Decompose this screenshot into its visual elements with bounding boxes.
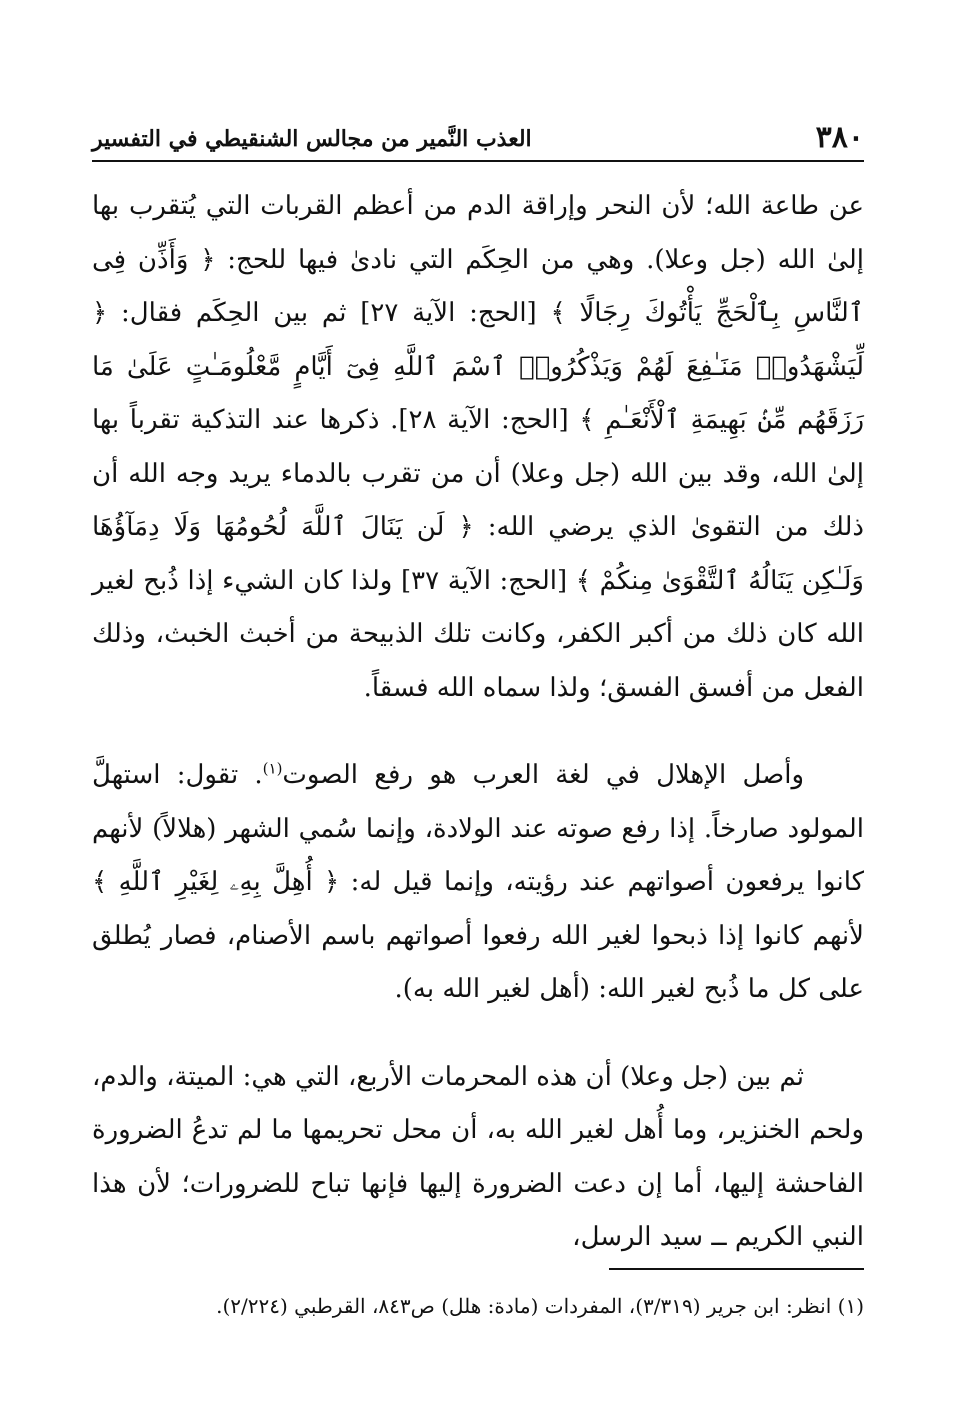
- paragraph-2-text-end: . تقول: استهلَّ المولود صارخاً. إذا رفع صوته عند الولادة، وإنما سُمي الشهر (هلالاً) لأنهم كانوا يرفعون أصواتهم عند رؤيته، وإنما قيل له: ﴿ أُهِلَّ بِهِۦ لِغَيْرِ ٱللَّهِ ﴾ لأنهم كانوا إذا ذبحوا لغير الله رفعوا أصواتهم باسم الأصنام، فصار يُطلق على كل ما ذُبح لغير الله: (أهل لغير الله به).: [92, 760, 864, 1004]
- running-title: العذب النَّمير من مجالس الشنقيطي في التفسير: [92, 126, 532, 152]
- footnote-1: (١) انظر: ابن جرير (٣/٣١٩)، المفردات (مادة: هلل) ص٨٤٣، القرطبي (٢/٢٢٤).: [216, 1294, 864, 1318]
- page-header: [92, 112, 864, 162]
- paragraph-2: [92, 749, 864, 1017]
- footnote-reference-1[interactable]: (١): [262, 759, 283, 778]
- paragraph-gap: [92, 1017, 864, 1051]
- paragraph-2-text-start: وأصل الإهلال في لغة العرب هو رفع الصوت: [282, 760, 804, 790]
- paragraph-gap: [92, 715, 864, 749]
- footnotes: [92, 1288, 864, 1324]
- paragraph-1: عن طاعة الله؛ لأن النحر وإراقة الدم من أعظم القربات التي يُتقرب بها إلىٰ الله (جل وعلا). وهي من الحِكَم التي نادىٰ فيها للحج: ﴿ وَأَذِّن فِى ٱلنَّاسِ بِٱلْحَجِّ يَأْتُوكَ رِجَالًا ﴾ [الحج: الآية ٢٧] ثم بين الحِكَم فقال: ﴿ لِّيَشْهَدُوا۟ مَنَـٰفِعَ لَهُمْ وَيَذْكُرُوا۟ ٱسْمَ ٱللَّهِ فِىٓ أَيَّامٍ مَّعْلُومَـٰتٍ عَلَىٰ مَا رَزَقَهُم مِّنۢ بَهِيمَةِ ٱلْأَنْعَـٰمِ ﴾ [الحج: الآية ٢٨]. ذكرها عند التذكية تقرباً بها إلىٰ الله، وقد بين الله (جل وعلا) أن من تقرب بالدماء يريد وجه الله أن ذلك من التقوىٰ الذي يرضي الله: ﴿ لَن يَنَالَ ٱللَّهَ لُحُومُهَا وَلَا دِمَآؤُهَا وَلَـٰكِن يَنَالُهُ ٱلتَّقْوَىٰ مِنكُمْ ﴾ [الحج: الآية ٣٧] ولذا كان الشيء إذا ذُبح لغير الله كان ذلك من أكبر الكفر، وكانت تلك الذبيحة من أخبث الخبث، وذلك الفعل من أفسق الفسق؛ ولذا سماه الله فسقاً.: [92, 191, 865, 703]
- paragraph-3: ثم بين (جل وعلا) أن هذه المحرمات الأربع، التي هي: الميتة، والدم، ولحم الخنزير، وما أُهل لغير الله به، أن محل تحريمها ما لم تدعُ الضرورة الفاحشة إليها، أما إن دعت الضرورة إليها فإنها تباح للضرورات؛ لأن هذا النبي الكريم ــ سيد الرسل،: [92, 1061, 864, 1252]
- footnote-separator: [609, 1268, 864, 1270]
- page-number: ٣٨٠: [815, 120, 864, 155]
- main-text: [92, 180, 864, 1265]
